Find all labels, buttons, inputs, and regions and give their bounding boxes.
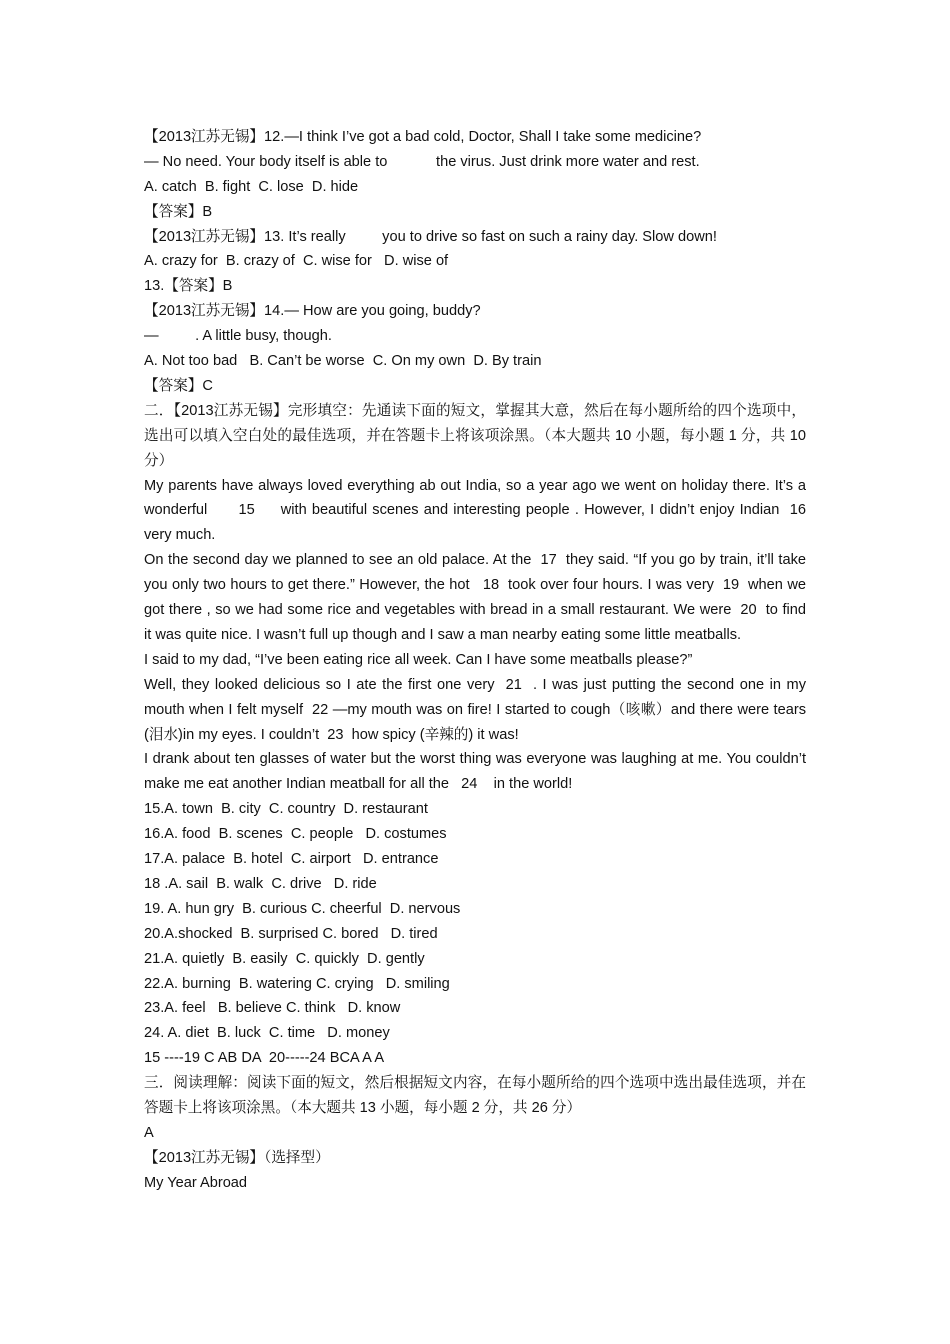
passage-paragraph-1: My parents have always loved everything ab out India, so a year ago we went on holiday there. It’s a wonderful 15 with beautiful scenes and interesting people . However, I didn’t enjoy Indian 16 very much. [144,477,815,544]
question-14-options: A. Not too bad B. Can’t be worse C. On my own D. By train [144,353,542,370]
option-line-18: 18 .A. sail B. walk C. drive D. ride [144,875,377,892]
question-13-line: 【2013江苏无锡】13. It’s really you to drive so fast on such a rainy day. Slow down! [144,228,717,245]
option-line-15: 15.A. town B. city C. country D. restaurant [144,801,428,818]
question-12-line: 【2013江苏无锡】12.—I think I’ve got a bad cold, Doctor, Shall I take some medicine? [144,129,702,145]
option-line-21: 21.A. quietly B. easily C. quickly D. gently [144,950,425,967]
question-12-options: A. catch B. fight C. lose D. hide [144,178,359,195]
question-13-options: A. crazy for B. crazy of C. wise for D. wise of [144,253,449,270]
option-line-16: 16.A. food B. scenes C. people D. costumes [144,826,447,843]
passage-paragraph-2: On the second day we planned to see an old palace. At the 17 they said. “If you go by train, it’ll take you only two hours to get there.” However, the hot 18 took over four hours. I was very 19 when we got there , so we had some rice and vegetables with bread in a small restaurant. We were 20 to find it was quite nice. I wasn’t full up though and I saw a man nearby eating some little meatballs. [144,552,811,643]
cloze-answer-key: 15 ----19 C AB DA 20-----24 BCA A A [144,1050,385,1067]
passage-paragraph-4: Well, they looked delicious so I ate the first one very 21 . I was just putting the second one in my mouth when I felt myself 22 —my mouth was on fire! I started to cough（咳嗽）and there were tears (泪水)in my eyes. I couldn’t 23 how spicy (辛辣的) it was! [144,676,811,743]
option-line-24: 24. A. diet B. luck C. time D. money [144,1025,390,1042]
reading-part-label: A [144,1124,154,1141]
reading-source-tag: 【2013江苏无锡】（选择型） [144,1149,330,1166]
document-page [144,125,815,1196]
passage-paragraph-5: I drank about ten glasses of water but the worst thing was everyone was laughing at me. You couldn’t make me eat another Indian meatball for all the 24 in the world! [144,751,811,793]
reading-title: My Year Abroad [144,1174,248,1191]
section-2-intro: 二．【2013江苏无锡】完形填空：先通读下面的短文，掌握其大意，然后在每小题所给的四个选项中，选出可以填入空白处的最佳选项，并在答题卡上将该项涂黑。（本大题共 10 小题，每小题 1 分，共 10 分） [144,402,806,469]
section-3-intro: 三．阅读理解：阅读下面的短文，然后根据短文内容，在每小题所给的四个选项中选出最佳选项，并在答题卡上将该项涂黑。（本大题共 13 小题，每小题 2 分，共 26 分） [144,1075,806,1116]
option-line-17: 17.A. palace B. hotel C. airport D. entrance [144,851,439,868]
question-12-answer-prompt: — No need. Your body itself is able to the virus. Just drink more water and rest. [144,153,700,170]
question-14-reply: — . A little busy, though. [144,328,332,345]
option-line-19: 19. A. hun gry B. curious C. cheerful D. nervous [144,900,461,917]
passage-paragraph-3: I said to my dad, “I’ve been eating rice all week. Can I have some meatballs please?” [144,651,693,668]
option-line-23: 23.A. feel B. believe C. think D. know [144,1000,401,1017]
option-line-20: 20.A.shocked B. surprised C. bored D. tired [144,925,438,942]
option-line-22: 22.A. burning B. watering C. crying D. smiling [144,975,450,992]
question-14-answer: 【答案】C [144,377,213,394]
question-14-line: 【2013江苏无锡】14.— How are you going, buddy? [144,303,481,320]
question-12-answer: 【答案】B [144,203,213,220]
question-13-answer: 13.【答案】B [144,278,233,295]
